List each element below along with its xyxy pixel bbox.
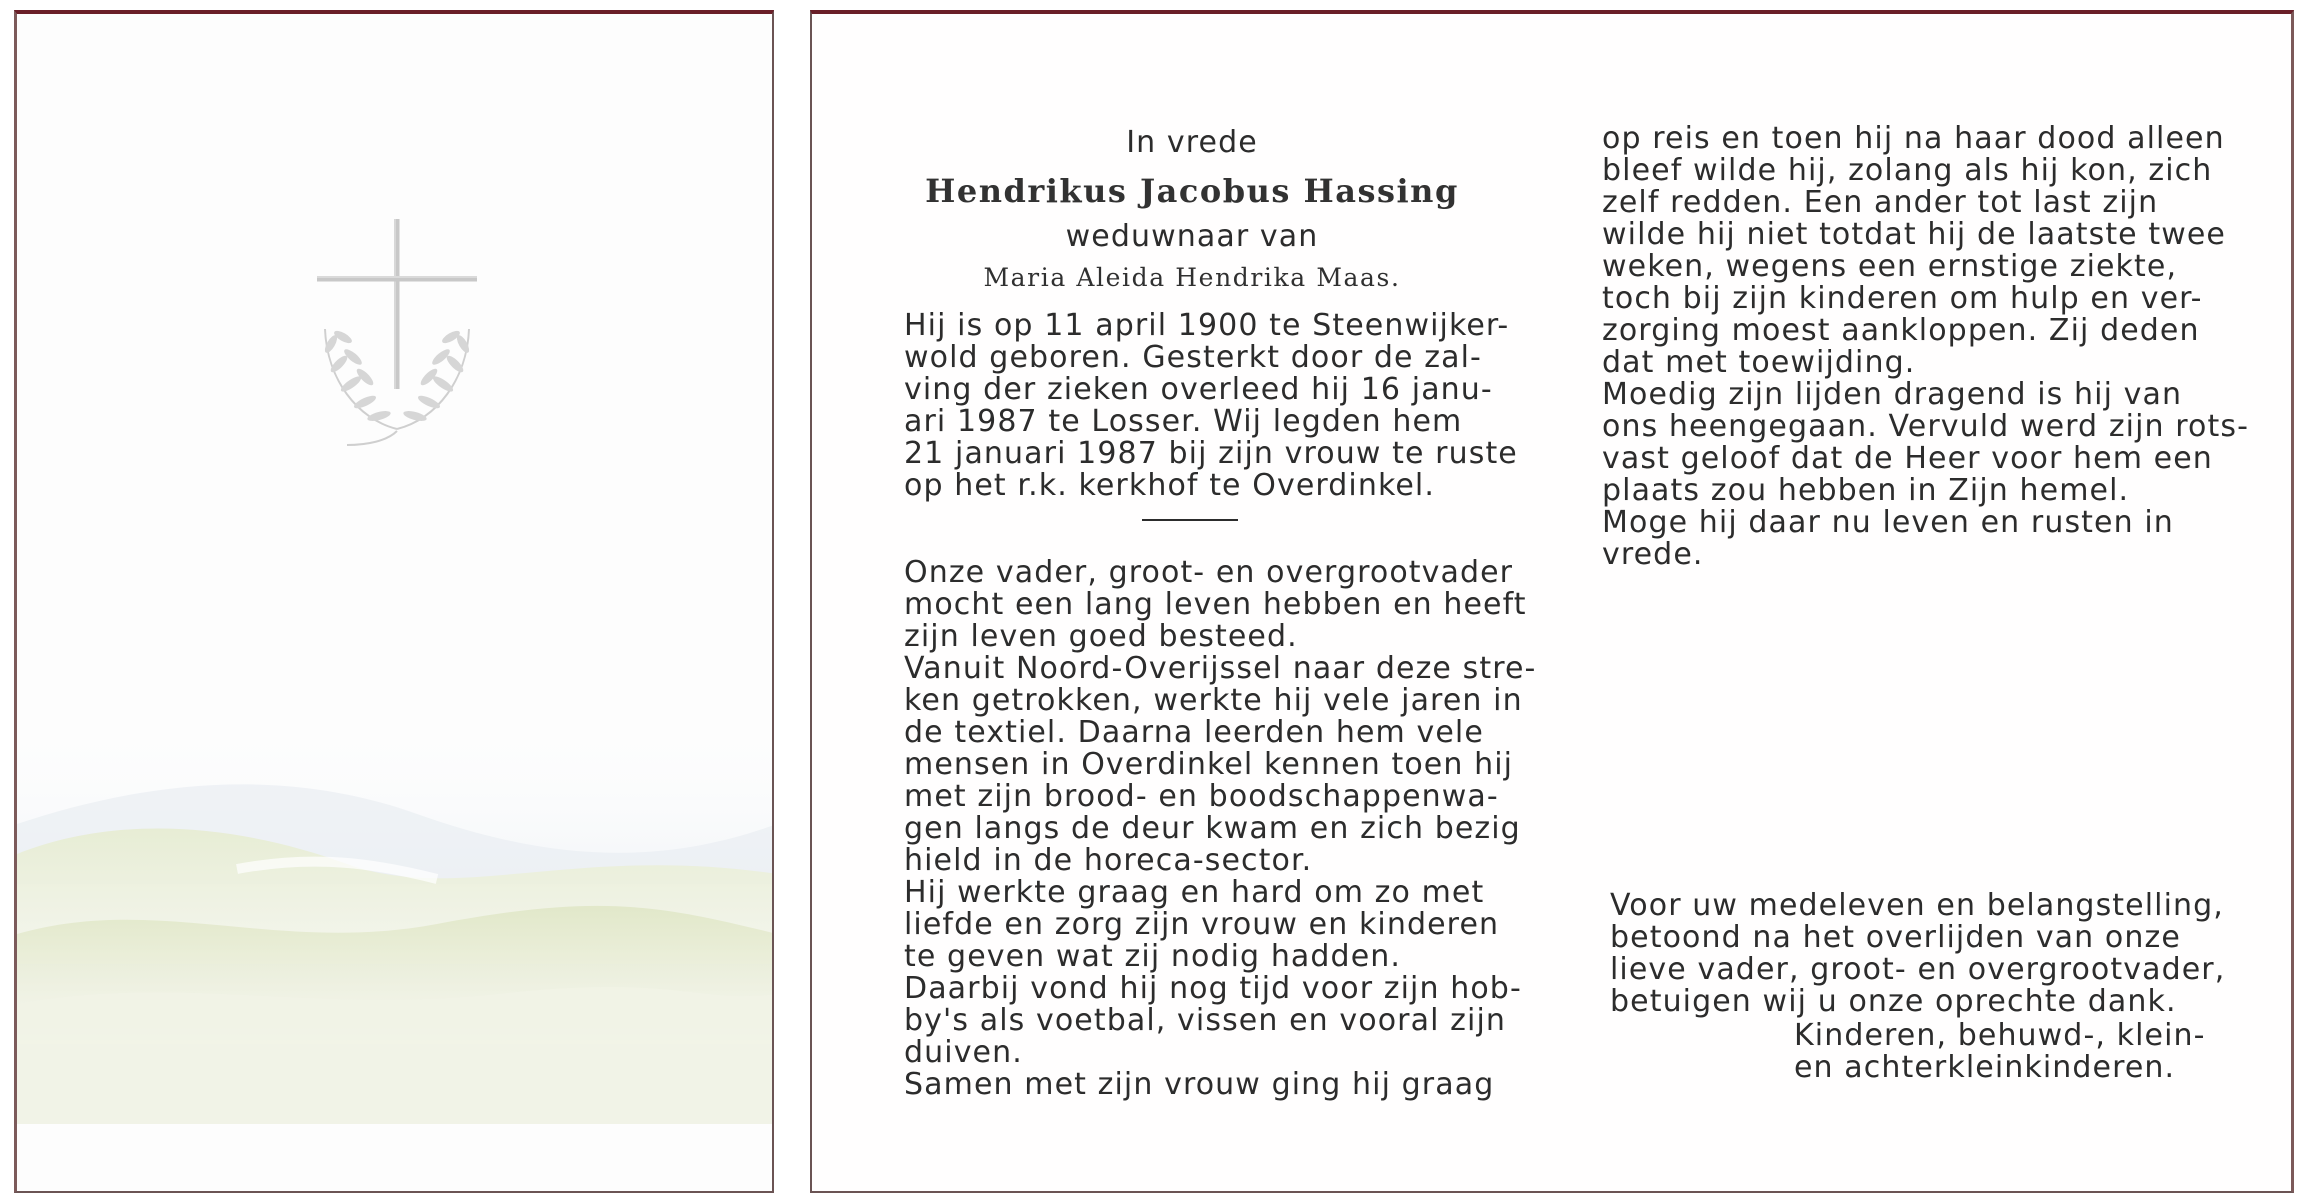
front-cover xyxy=(14,10,774,1193)
signature-line: en achterkleinkinderen. xyxy=(1794,1050,2176,1085)
text-line: gen langs de deur kwam en zich bezig xyxy=(904,811,1521,846)
text-line: zelf redden. Een ander tot last zijn xyxy=(1602,185,2159,220)
text-line: vast geloof dat de Heer voor hem een xyxy=(1602,441,2213,476)
signature-line: Kinderen, behuwd-, klein- xyxy=(1794,1018,2206,1053)
text-line: 21 januari 1987 bij zijn vrouw te ruste xyxy=(904,436,1518,471)
text-line: ons heengegaan. Vervuld werd zijn rots- xyxy=(1602,409,2250,444)
text-line: ari 1987 te Losser. Wij legden hem xyxy=(904,404,1463,439)
text-line: op reis en toen hij na haar dood alleen xyxy=(1602,121,2225,156)
text-line: ving der zieken overleed hij 16 janu- xyxy=(904,372,1493,407)
text-line: Voor uw medeleven en belangstelling, xyxy=(1610,888,2224,923)
text-line: Hij werkte graag en hard om zo met xyxy=(904,875,1485,910)
text-line: ken getrokken, werkte hij vele jaren in xyxy=(904,683,1523,718)
text-line: Samen met zijn vrouw ging hij graag xyxy=(904,1067,1495,1102)
text-line: betoond na het overlijden van onze xyxy=(1610,920,2181,955)
text-line: Moedig zijn lijden dragend is hij van xyxy=(1602,377,2183,412)
text-line: wilde hij niet totdat hij de laatste twee xyxy=(1602,217,2226,252)
text-line: de textiel. Daarna leerden hem vele xyxy=(904,715,1484,750)
text-line: toch bij zijn kinderen om hulp en ver- xyxy=(1602,281,2203,316)
text-line: zijn leven goed besteed. xyxy=(904,619,1298,654)
text-line: zorging moest aankloppen. Zij deden xyxy=(1602,313,2200,348)
text-line: wold geboren. Gesterkt door de zal- xyxy=(904,340,1482,375)
text-line: Onze vader, groot- en overgrootvader xyxy=(904,555,1514,590)
cross-with-palm-icon xyxy=(307,209,487,449)
text-line: te geven wat zij nodig hadden. xyxy=(904,939,1402,974)
text-line: op het r.k. kerkhof te Overdinkel. xyxy=(904,468,1436,503)
text-line: Moge hij daar nu leven en rusten in xyxy=(1602,505,2174,540)
text-line: weken, wegens een ernstige ziekte, xyxy=(1602,249,2178,284)
text-line: hield in de horeca-sector. xyxy=(904,843,1313,878)
text-line: mocht een lang leven hebben en heeft xyxy=(904,587,1527,622)
deceased-name: Hendrikus Jacobus Hassing xyxy=(925,172,1459,210)
text-line: Daarbij vond hij nog tijd voor zijn hob- xyxy=(904,971,1522,1006)
text-line: Hij is op 11 april 1900 te Steenwijker- xyxy=(904,308,1510,343)
landscape-illustration xyxy=(17,704,774,1124)
text-line: mensen in Overdinkel kennen toen hij xyxy=(904,747,1514,782)
widow-phrase: weduwnaar van xyxy=(1065,219,1319,254)
text-line: duiven. xyxy=(904,1035,1023,1070)
spouse-name: Maria Aleida Hendrika Maas. xyxy=(983,263,1401,292)
text-line: Vanuit Noord-Overijssel naar deze stre- xyxy=(904,651,1537,686)
text-line: by's als voetbal, vissen en vooral zijn xyxy=(904,1003,1507,1038)
text-line: dat met toewijding. xyxy=(1602,345,1916,380)
inner-spread xyxy=(810,10,2294,1193)
text-line: betuigen wij u onze oprechte dank. xyxy=(1610,984,2177,1019)
section-divider xyxy=(1142,519,1238,521)
header-in-vrede: In vrede xyxy=(1126,125,1258,160)
text-line: met zijn brood- en boodschappenwa- xyxy=(904,779,1499,814)
text-line: plaats zou hebben in Zijn hemel. xyxy=(1602,473,2130,508)
text-line: bleef wilde hij, zolang als hij kon, zich xyxy=(1602,153,2213,188)
text-line: vrede. xyxy=(1602,537,1704,572)
text-line: liefde en zorg zijn vrouw en kinderen xyxy=(904,907,1500,942)
text-line: lieve vader, groot- en overgrootvader, xyxy=(1610,952,2226,987)
